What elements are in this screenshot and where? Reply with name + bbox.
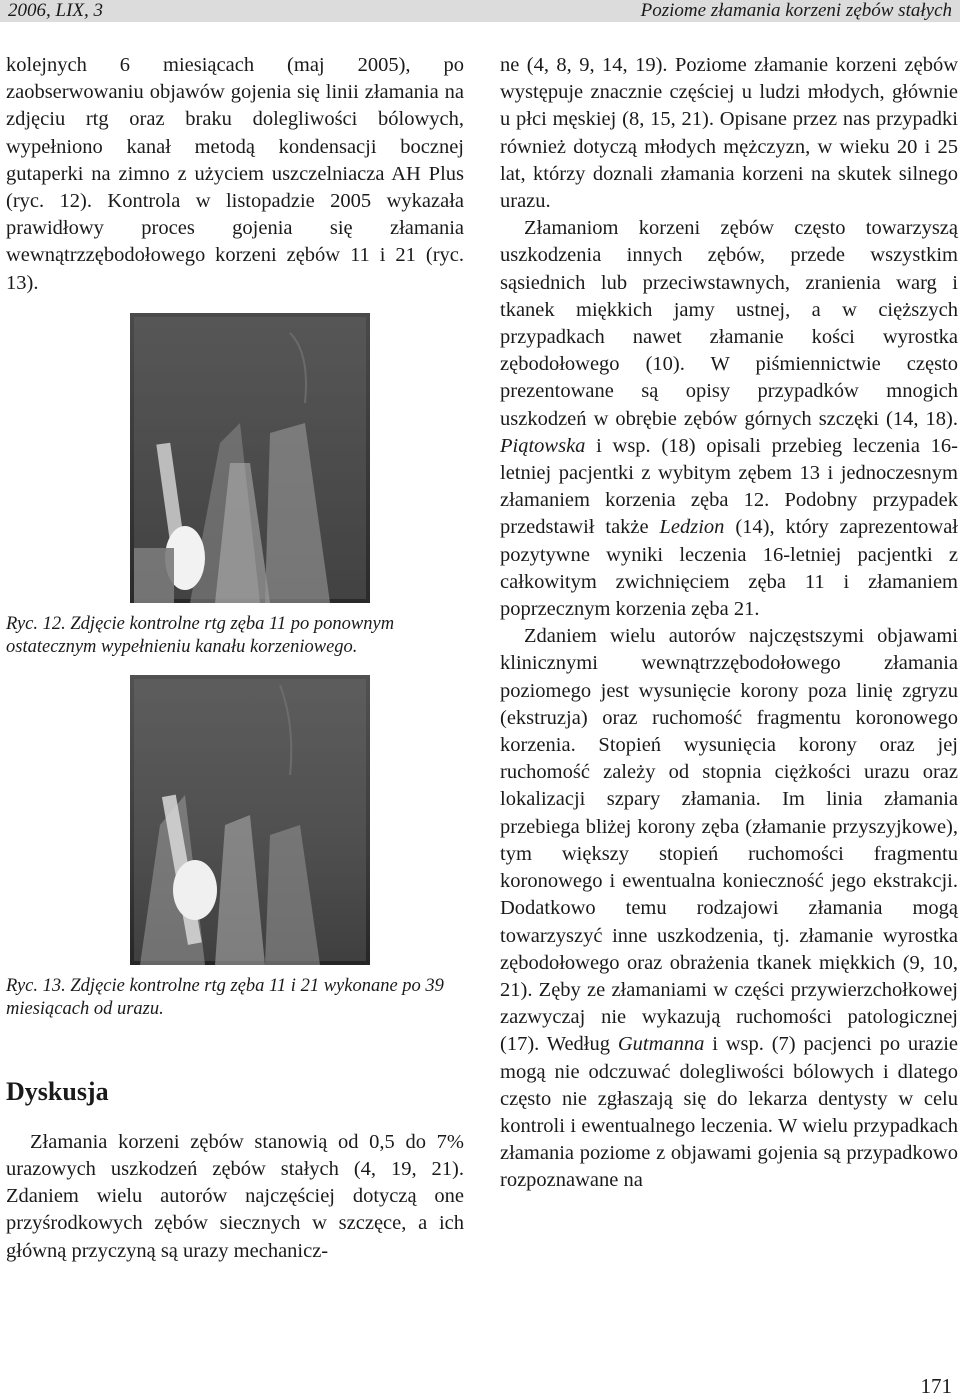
- author-name: Piątowska: [500, 434, 586, 457]
- figure-12-caption: Ryc. 12. Zdjęcie kontrolne rtg zęba 11 po ponownym ostatecznym wypełnieniu kanału korzeniowego.: [6, 613, 395, 657]
- page-number: 171: [920, 1374, 952, 1398]
- paragraph-text: (14), który zaprezentował pozytywne wyniki leczenia 16-letniej pacjentki z całkowitym zwichnięciem zęba 11 i złamaniem poprzecznym korzenia zęba 21.: [500, 516, 958, 621]
- xray-image-12: [130, 313, 370, 603]
- paragraph-text: i wsp. (18) opisali przebieg leczenia 16-letniej pacjentki z wybitym zębem 13 i jednoczesnym złamaniem korzenia zęba 12. Podobny przypadek przedstawił także: [500, 434, 958, 539]
- radiograph-figure-13: [130, 675, 370, 965]
- running-header: [0, 0, 960, 22]
- paragraph-text: i wsp. (7) pacjenci po urazie mogą nie odczuwać dolegliwości bólowych i dlatego często nie zgłaszają się do lekarza dentysty w celu kontroli i ewentualnego leczenia. W wielu przypadkach złamania poziome z objawami gojenia są przypadkowo rozpoznawane na: [500, 1033, 958, 1192]
- journal-volume: 2006, LIX, 3: [8, 0, 103, 21]
- author-name: Ledzion: [659, 516, 725, 539]
- radiograph-figure-12: [130, 313, 370, 603]
- section-heading: Dyskusja: [6, 1076, 109, 1106]
- paragraph-text: Złamaniom korzeni zębów często towarzyszą uszkodzenia innych zębów, przede wszystkim sąsiednich lub przeciwstawnych, zranienia warg i tkanek miękkich jamy ustnej, a w cięższych przypadkach nawet złamanie kości wyrostka zębodołowego (10). W piśmiennictwie często prezentowane są opisy przypadków mnogich uszkodzeń w obrębie zębów górnych szczęki (14, 18).: [500, 217, 958, 430]
- right-paragraph-1: ne (4, 8, 9, 14, 19). Poziome złamanie korzeni zębów występuje znacznie częściej u ludzi młodych, głównie u płci męskiej (8, 15, 21). Opisane przez nas przypadki również dotyczą młodych mężczyzn, w wieku 20 i 25 lat, którzy doznali złamania korzeni na skutek silnego urazu.: [500, 54, 958, 213]
- right-paragraph-3: [500, 623, 958, 1194]
- right-paragraph-2: [500, 215, 958, 623]
- running-title: Poziome złamania korzeni zębów stałych: [640, 0, 952, 21]
- paragraph-text: Zdaniem wielu autorów najczęstszymi objawami klinicznymi wewnątrzzębodołowego złamania poziomego jest wysunięcie korony poza linię zgryzu (ekstruzja) oraz ruchomość fragmentu koronowego korzenia. Stopień wysunięcia korony oraz jej ruchomość zależy od stopnia ciężkości urazu oraz lokalizacji szpary złamania. Im linia złamania przebiega bliżej korony zęba (złamanie przyszyjkowe), tym większy stopień ruchomości fragmentu koronowego i ewentualna konieczność jego ekstrakcji. Dodatkowo temu rodzajowi złamania mogą towarzyszyć inne uszkodzenia, tj. złamanie wyrostka zębodołowego oraz obrażenia tkanek miękkich (9, 10, 21). Zęby ze złamaniami w części przywierzchołkowej zazwyczaj nie wykazują ruchomości patologicznej (17). Według: [500, 625, 958, 1056]
- figure-13-caption: Ryc. 13. Zdjęcie kontrolne rtg zęba 11 i 21 wykonane po 39 miesiącach od urazu.: [6, 975, 444, 1019]
- intro-paragraph: kolejnych 6 miesiącach (maj 2005), po zaobserwowaniu objawów gojenia się linii złamania na zdjęciu rtg oraz braku dolegliwości bólowych, wypełniono kanał metodą kondensacji bocznej gutaperki na zimno z użyciem uszczelniacza AH Plus (ryc. 12). Kontrola w listopadzie 2005 wykazała prawidłowy proces gojenia się złamania wewnątrzzębodołowego korzeni zębów 11 i 21 (ryc. 13).: [6, 54, 464, 294]
- discussion-paragraph: Złamania korzeni zębów stanowią od 0,5 do 7% urazowych uszkodzeń zębów stałych (4, 19, 21). Zdaniem wielu autorów najczęściej dotyczą one przyśrodkowych zębów siecznych w szczęce, a ich główną przyczyną są urazy mechanicz-: [6, 1130, 464, 1262]
- xray-image-13: [130, 675, 370, 965]
- right-column: [500, 52, 958, 1195]
- left-column: [6, 52, 464, 1265]
- author-name: Gutmanna: [617, 1033, 705, 1056]
